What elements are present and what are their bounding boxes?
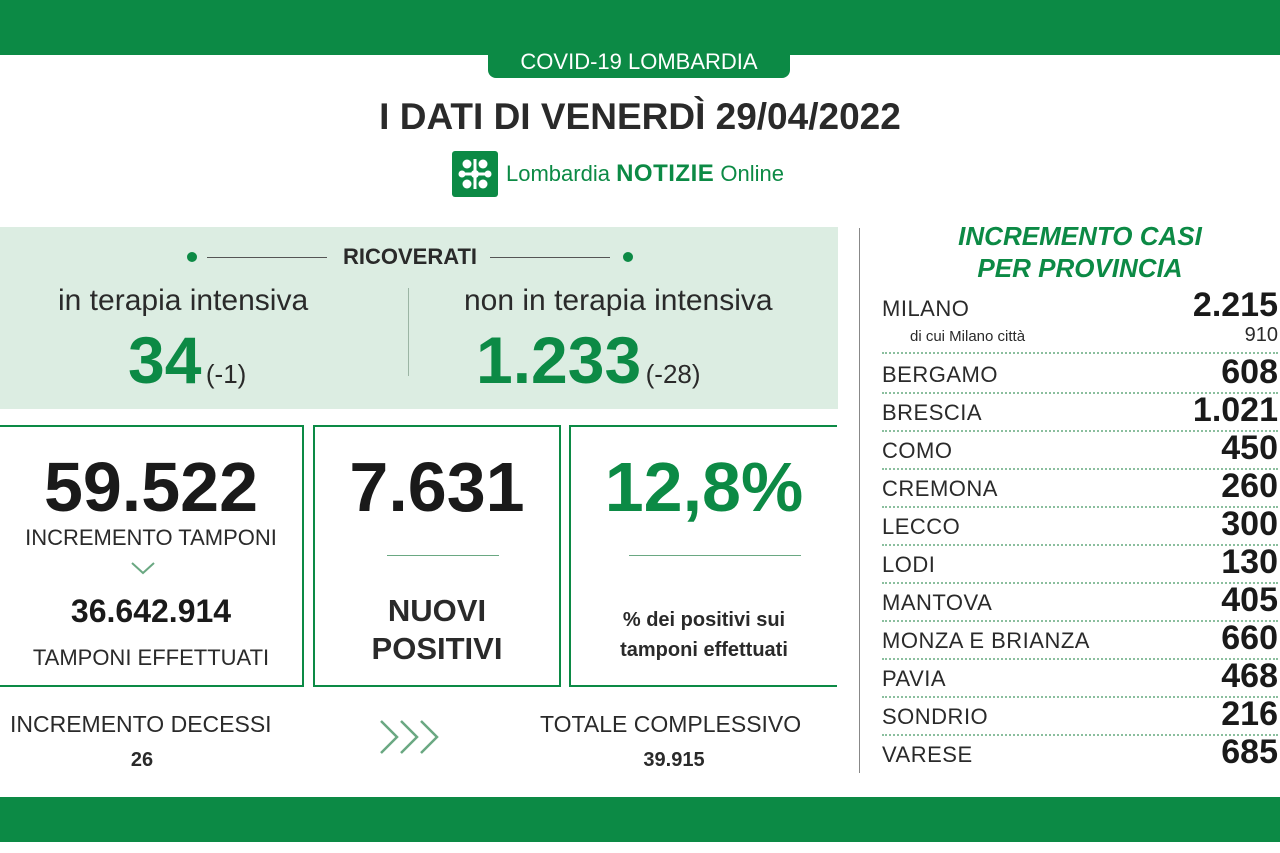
province-value: 216 — [1221, 695, 1278, 733]
ricoverati-divider — [408, 288, 409, 376]
percentuale-card — [569, 425, 837, 687]
bottom-band — [0, 797, 1280, 842]
province-value: 130 — [1221, 543, 1278, 581]
intensiva-delta: (-1) — [205, 359, 247, 389]
tamponi-card — [0, 425, 304, 687]
province-row-milano — [882, 286, 1278, 354]
header-badge: COVID-19 LOMBARDIA — [488, 48, 790, 78]
province-title — [880, 220, 1280, 284]
arrow-chevron-icon-1 — [378, 718, 400, 756]
non-intensiva-delta: (-28) — [645, 359, 701, 389]
province-value: 405 — [1221, 581, 1278, 619]
positivi-separator — [387, 555, 499, 556]
page-title: I DATI DI VENERDÌ 29/04/2022 — [379, 96, 901, 137]
province-row — [882, 392, 1278, 432]
positivi-card — [313, 425, 561, 687]
province-title-line-2: PER PROVINCIA — [977, 253, 1183, 283]
percentuale-separator — [629, 555, 801, 556]
province-name: MONZA E BRIANZA — [882, 628, 1090, 653]
province-value: 685 — [1221, 733, 1278, 771]
province-row — [882, 620, 1278, 660]
positivi-value: 7.631 — [349, 448, 525, 526]
tamponi-total-label: TAMPONI EFFETTUATI — [32, 645, 270, 670]
decessi-total-label: TOTALE COMPLESSIVO — [540, 711, 802, 737]
positivi-label-1: NUOVI — [387, 593, 487, 628]
province-row — [882, 544, 1278, 584]
province-value: 2.215 — [1192, 286, 1278, 324]
province-value: 260 — [1221, 467, 1278, 505]
decessi-value: 26 — [130, 749, 154, 771]
province-value: 608 — [1221, 353, 1278, 391]
logo-text — [506, 160, 784, 188]
province-name: VARESE — [882, 742, 973, 767]
ricoverati-line-right — [490, 257, 610, 258]
ricoverati-dot-right — [623, 252, 633, 262]
ricoverati-line-left — [207, 257, 327, 258]
percentuale-value: 12,8% — [604, 448, 804, 526]
arrow-chevron-icon-3 — [418, 718, 440, 756]
percentuale-label-1: % dei positivi sui — [622, 609, 786, 631]
province-row — [882, 582, 1278, 622]
province-row — [882, 506, 1278, 546]
ricoverati-dot-left — [187, 252, 197, 262]
milano-city-label: di cui Milano città — [910, 328, 1026, 345]
decessi-total-value: 39.915 — [643, 749, 705, 771]
province-name: LODI — [882, 552, 936, 577]
province-divider — [859, 228, 860, 773]
intensiva-figure — [128, 322, 246, 398]
province-name: CREMONA — [882, 476, 998, 501]
percentuale-label-2: tamponi effettuati — [620, 639, 788, 661]
tamponi-total: 36.642.914 — [70, 593, 232, 629]
milano-city-value: 910 — [1244, 324, 1278, 346]
province-name: MILANO — [882, 296, 970, 321]
province-name: COMO — [882, 438, 953, 463]
decessi-label: INCREMENTO DECESSI — [10, 711, 272, 737]
arrow-chevron-icon-2 — [398, 718, 420, 756]
province-name: BRESCIA — [882, 400, 983, 425]
province-name: LECCO — [882, 514, 961, 539]
province-row — [882, 430, 1278, 470]
logo-word-online: Online — [720, 161, 784, 186]
province-name: SONDRIO — [882, 704, 989, 729]
province-row — [882, 734, 1278, 772]
province-value: 300 — [1221, 505, 1278, 543]
province-row — [882, 658, 1278, 698]
tamponi-value: 59.522 — [43, 448, 259, 526]
province-title-line-1: INCREMENTO CASI — [958, 221, 1202, 251]
bottom-margin — [0, 842, 1280, 853]
intensiva-value: 34 — [128, 323, 202, 397]
province-row — [882, 696, 1278, 736]
province-value: 1.021 — [1192, 391, 1278, 429]
logo-word-lombardia: Lombardia — [506, 161, 610, 186]
lombardia-rose-icon — [452, 151, 498, 197]
top-band — [0, 0, 1280, 55]
non-intensiva-value: 1.233 — [476, 323, 642, 397]
province-name: BERGAMO — [882, 362, 998, 387]
province-name: MANTOVA — [882, 590, 993, 615]
ricoverati-title: RICOVERATI — [342, 244, 478, 269]
province-value: 660 — [1221, 619, 1278, 657]
province-value: 468 — [1221, 657, 1278, 695]
non-intensiva-label: non in terapia intensiva — [464, 284, 773, 317]
province-row — [882, 468, 1278, 508]
logo-word-notizie: NOTIZIE — [616, 160, 715, 187]
province-name: PAVIA — [882, 666, 947, 691]
positivi-label-2: POSITIVI — [371, 631, 503, 666]
intensiva-label: in terapia intensiva — [58, 284, 309, 317]
chevron-down-icon — [130, 561, 156, 580]
province-value: 450 — [1221, 429, 1278, 467]
non-intensiva-figure — [476, 322, 701, 398]
tamponi-label: INCREMENTO TAMPONI — [25, 525, 277, 550]
province-row — [882, 354, 1278, 394]
